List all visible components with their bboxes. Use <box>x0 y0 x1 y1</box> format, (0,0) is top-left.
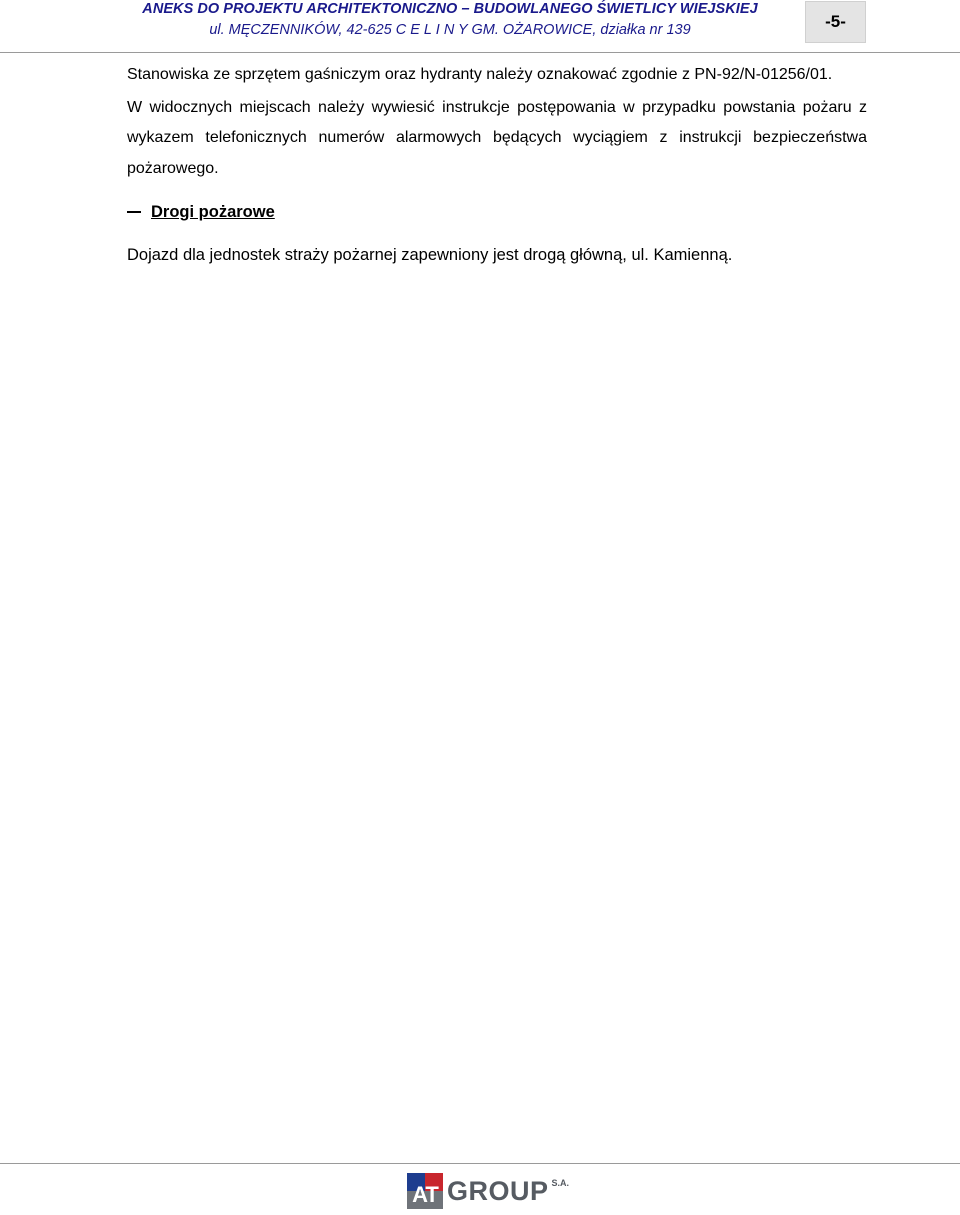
logo-suffix: S.A. <box>551 1178 570 1188</box>
section-heading-fire-roads <box>127 201 867 223</box>
document-title: ANEKS DO PROJEKTU ARCHITEKTONICZNO – BUDOWLANEGO ŚWIETLICY WIEJSKIEJ <box>142 1 758 17</box>
document-body <box>127 60 867 271</box>
footer-divider <box>0 1163 960 1164</box>
section-heading-text: Drogi pożarowe <box>151 202 275 221</box>
atgroup-logo <box>405 1170 569 1212</box>
dash-bullet-icon <box>127 211 141 212</box>
logo-mark-icon <box>405 1171 445 1211</box>
logo-mark-text: AT <box>412 1182 438 1207</box>
paragraph-extinguishers: Stanowiska ze sprzętem gaśniczym oraz hydranty należy oznakować zgodnie z PN-92/N-01256/01. <box>127 66 833 83</box>
logo-wordmark: GROUP <box>447 1175 549 1206</box>
paragraph-access-road: Dojazd dla jednostek straży pożarnej zapewniony jest drogą główną, ul. Kamienną. <box>127 246 733 264</box>
page-number-badge: -5- <box>805 1 866 43</box>
header-divider <box>0 52 960 53</box>
document-address: ul. MĘCZENNIKÓW, 42-625 C E L I N Y GM. OŻAROWICE, działka nr 139 <box>209 22 691 38</box>
paragraph-instructions: W widocznych miejscach należy wywiesić instrukcje postępowania w przypadku powstania pożaru z wykazem telefonicznych numerów alarmowych będących wyciągiem z instrukcji bezpieczeństwa pożarowego. <box>127 98 867 177</box>
